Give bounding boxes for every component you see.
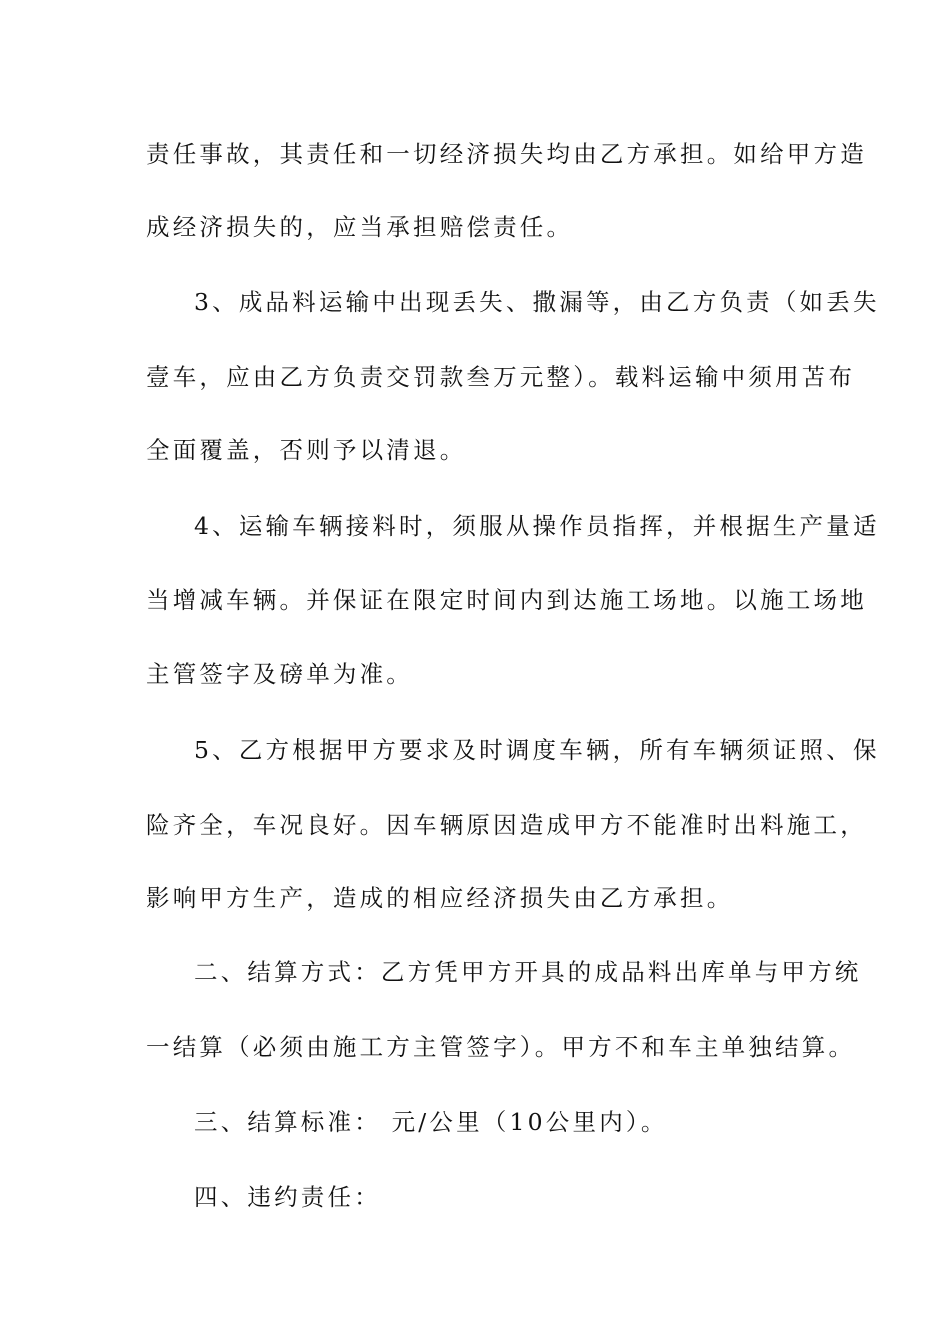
paragraph-line: 壹车，应由乙方负责交罚款叁万元整）。载料运输中须用苫布 xyxy=(146,363,856,391)
paragraph-line: 影响甲方生产，造成的相应经济损失由乙方承担。 xyxy=(146,884,734,912)
clause-5-line: 5、乙方根据甲方要求及时调度车辆，所有车辆须证照、保 xyxy=(194,736,880,764)
paragraph-line: 责任事故，其责任和一切经济损失均由乙方承担。如给甲方造 xyxy=(146,140,867,168)
paragraph-line: 当增减车辆。并保证在限定时间内到达施工场地。以施工场地 xyxy=(146,586,867,614)
paragraph-line: 险齐全，车况良好。因车辆原因造成甲方不能准时出料施工， xyxy=(146,811,867,839)
paragraph-line: 一结算（必须由施工方主管签字）。甲方不和车主单独结算。 xyxy=(146,1033,856,1061)
clause-3-line: 3、成品料运输中出现丢失、撒漏等，由乙方负责（如丢失 xyxy=(194,288,880,316)
section-settlement-method: 二、结算方式：乙方凭甲方开具的成品料出库单与甲方统 xyxy=(194,958,862,986)
section-liability: 四、违约责任： xyxy=(194,1183,381,1211)
paragraph-line: 全面覆盖，否则予以清退。 xyxy=(146,436,467,464)
paragraph-line: 成经济损失的，应当承担赔偿责任。 xyxy=(146,213,574,241)
paragraph-line: 主管签字及磅单为准。 xyxy=(146,660,413,688)
clause-4-line: 4、运输车辆接料时，须服从操作员指挥，并根据生产量适 xyxy=(194,512,880,540)
section-settlement-standard: 三、结算标准： 元/公里（10公里内）。 xyxy=(194,1108,668,1136)
